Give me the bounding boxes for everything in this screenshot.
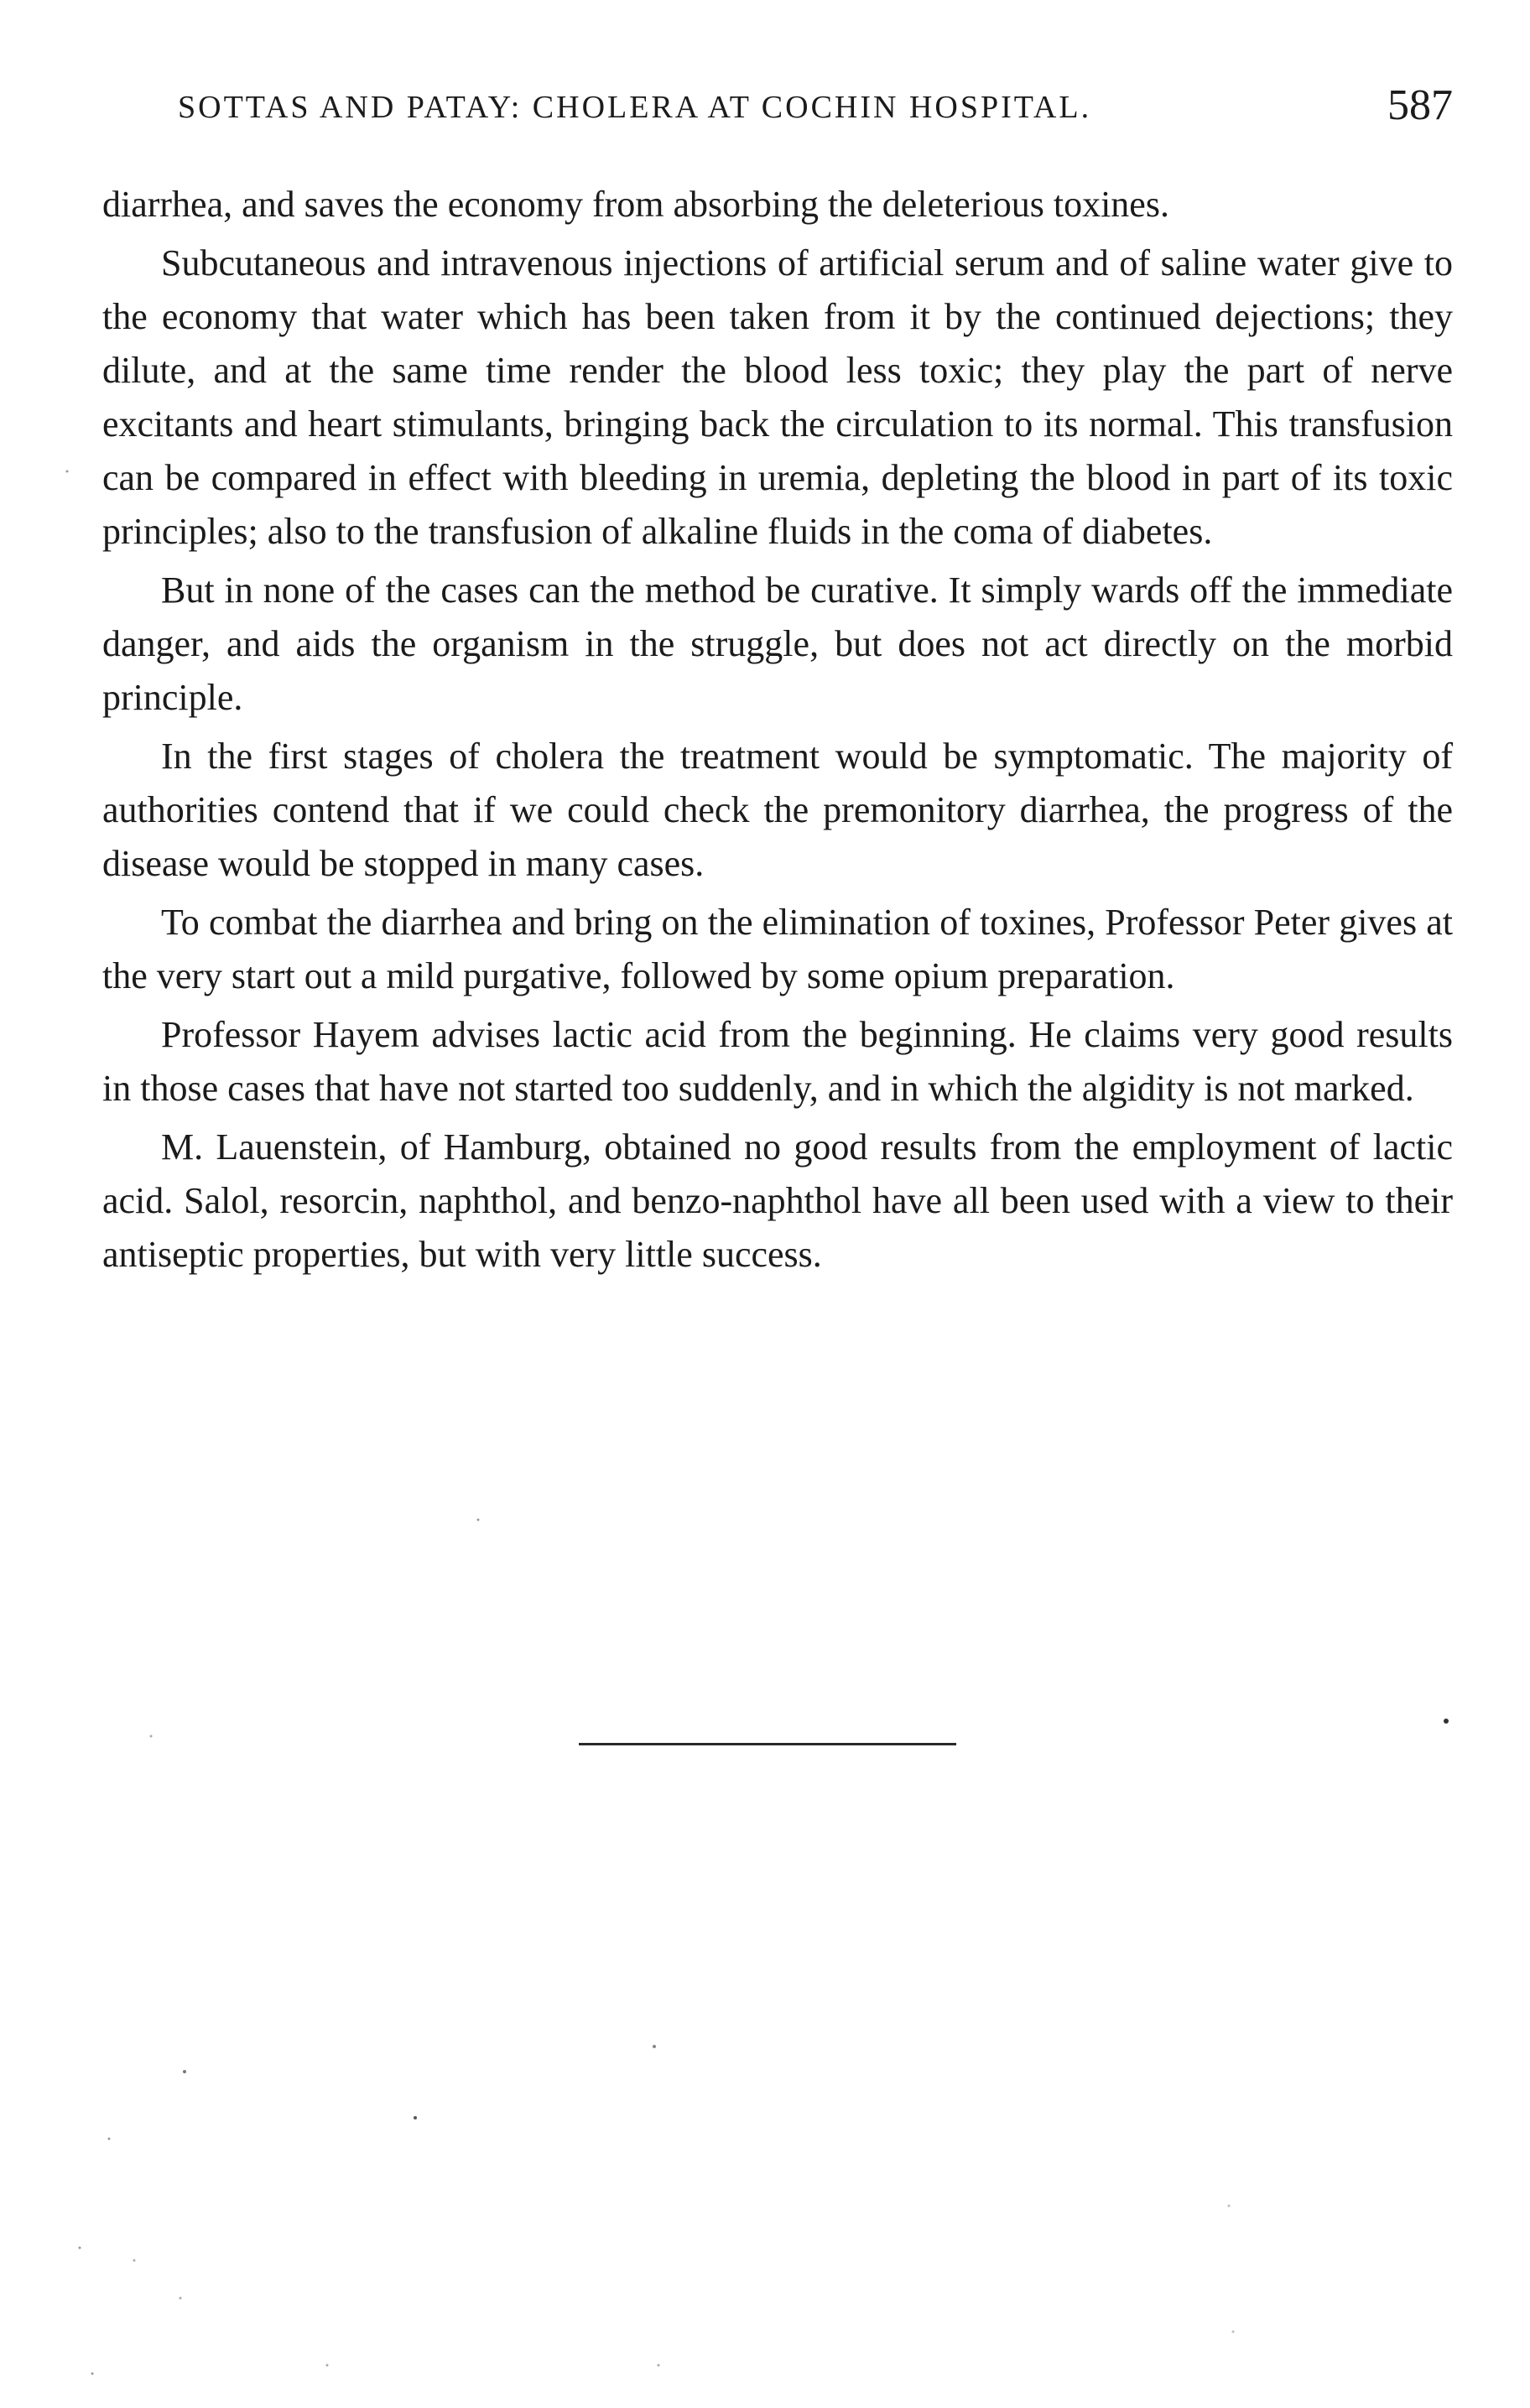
running-title: SOTTAS AND PATAY: CHOLERA AT COCHIN HOSPITAL.: [178, 90, 1092, 125]
running-head: [178, 81, 1453, 143]
paragraph-lauenstein: M. Lauenstein, of Hamburg, obtained no good results from the employment of lactic acid. Salol, resorcin, naphthol, and benzo-naphthol have all been used with a view to their antiseptic properties, but with very little success.: [102, 1126, 1453, 1275]
paragraph-not-curative: But in none of the cases can the method be curative. It simply wards off the immediate danger, and aids the organism in the struggle, but does not act directly on the morbid principle.: [102, 569, 1453, 718]
paragraph-professor-peter: To combat the diarrhea and bring on the elimination of toxines, Professor Peter gives at the very start out a mild purgative, followed by some opium preparation.: [102, 902, 1453, 996]
paragraph-continuation: diarrhea, and saves the economy from absorbing the deleterious toxines.: [102, 184, 1169, 225]
body-text: [102, 178, 1453, 1287]
section-end-rule: [579, 1743, 956, 1745]
paragraph-saline-injections: Subcutaneous and intravenous injections of artificial serum and of saline water give to the economy that water which has been taken from it by the continued dejections; they dilute, and at the same time render the blood less toxic; they play the part of nerve excitants and heart stimulants, bringing back the circulation to its normal. This transfusion can be compared in effect with bleeding in uremia, depleting the blood in part of its toxic principles; also to the transfusion of alkaline fluids in the coma of diabetes.: [102, 242, 1453, 552]
paragraph-professor-hayem: Professor Hayem advises lactic acid from the beginning. He claims very good results in those cases that have not started too suddenly, and in which the algidity is not marked.: [102, 1014, 1453, 1109]
paragraph-first-stages: In the first stages of cholera the treatment would be symptomatic. The majority of authorities contend that if we could check the premonitory diarrhea, the progress of the disease would be stopped in many cases.: [102, 736, 1453, 884]
page-number: 587: [1387, 81, 1453, 129]
